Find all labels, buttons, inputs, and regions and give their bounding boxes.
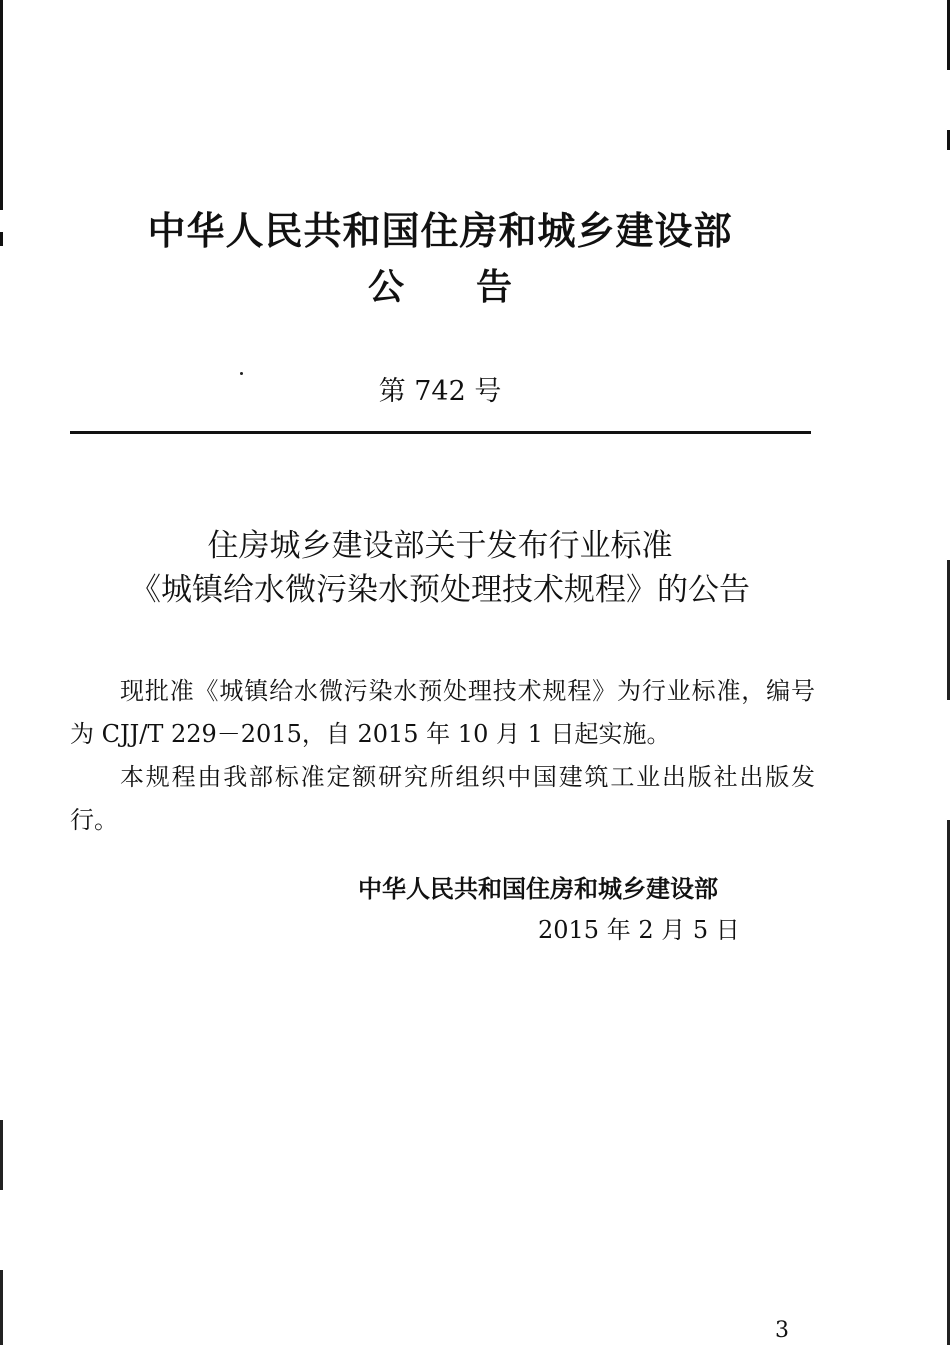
signature-date: 2015 年 2 月 5 日 (538, 916, 740, 944)
body-paragraph-2 (70, 756, 815, 842)
subject-line-2: 《城镇给水微污染水预处理技术规程》的公告 (130, 572, 750, 608)
notice-title: 公告 (367, 267, 584, 308)
header-divider (70, 431, 811, 434)
paragraph-text: 本规程由我部标准定额研究所组织中国建筑工业出版社出版发行。 (70, 763, 815, 834)
signature-organization: 中华人民共和国住房和城乡建设部 (358, 875, 718, 903)
paragraph-text: 现批准《城镇给水微污染水预处理技术规程》为行业标准，编号为 CJJ/T 229－2015，自 2015 年 10 月 1 日起实施。 (70, 677, 815, 748)
ministry-title: 中华人民共和国住房和城乡建设部 (147, 209, 733, 253)
subject-line-1: 住房城乡建设部关于发布行业标准 (207, 528, 673, 564)
scan-edge-left (0, 0, 3, 1345)
body-paragraph-1 (70, 670, 815, 756)
document-number: 第 742 号 (378, 376, 502, 407)
subject-title (70, 524, 810, 612)
page-number: 3 (775, 1318, 789, 1343)
